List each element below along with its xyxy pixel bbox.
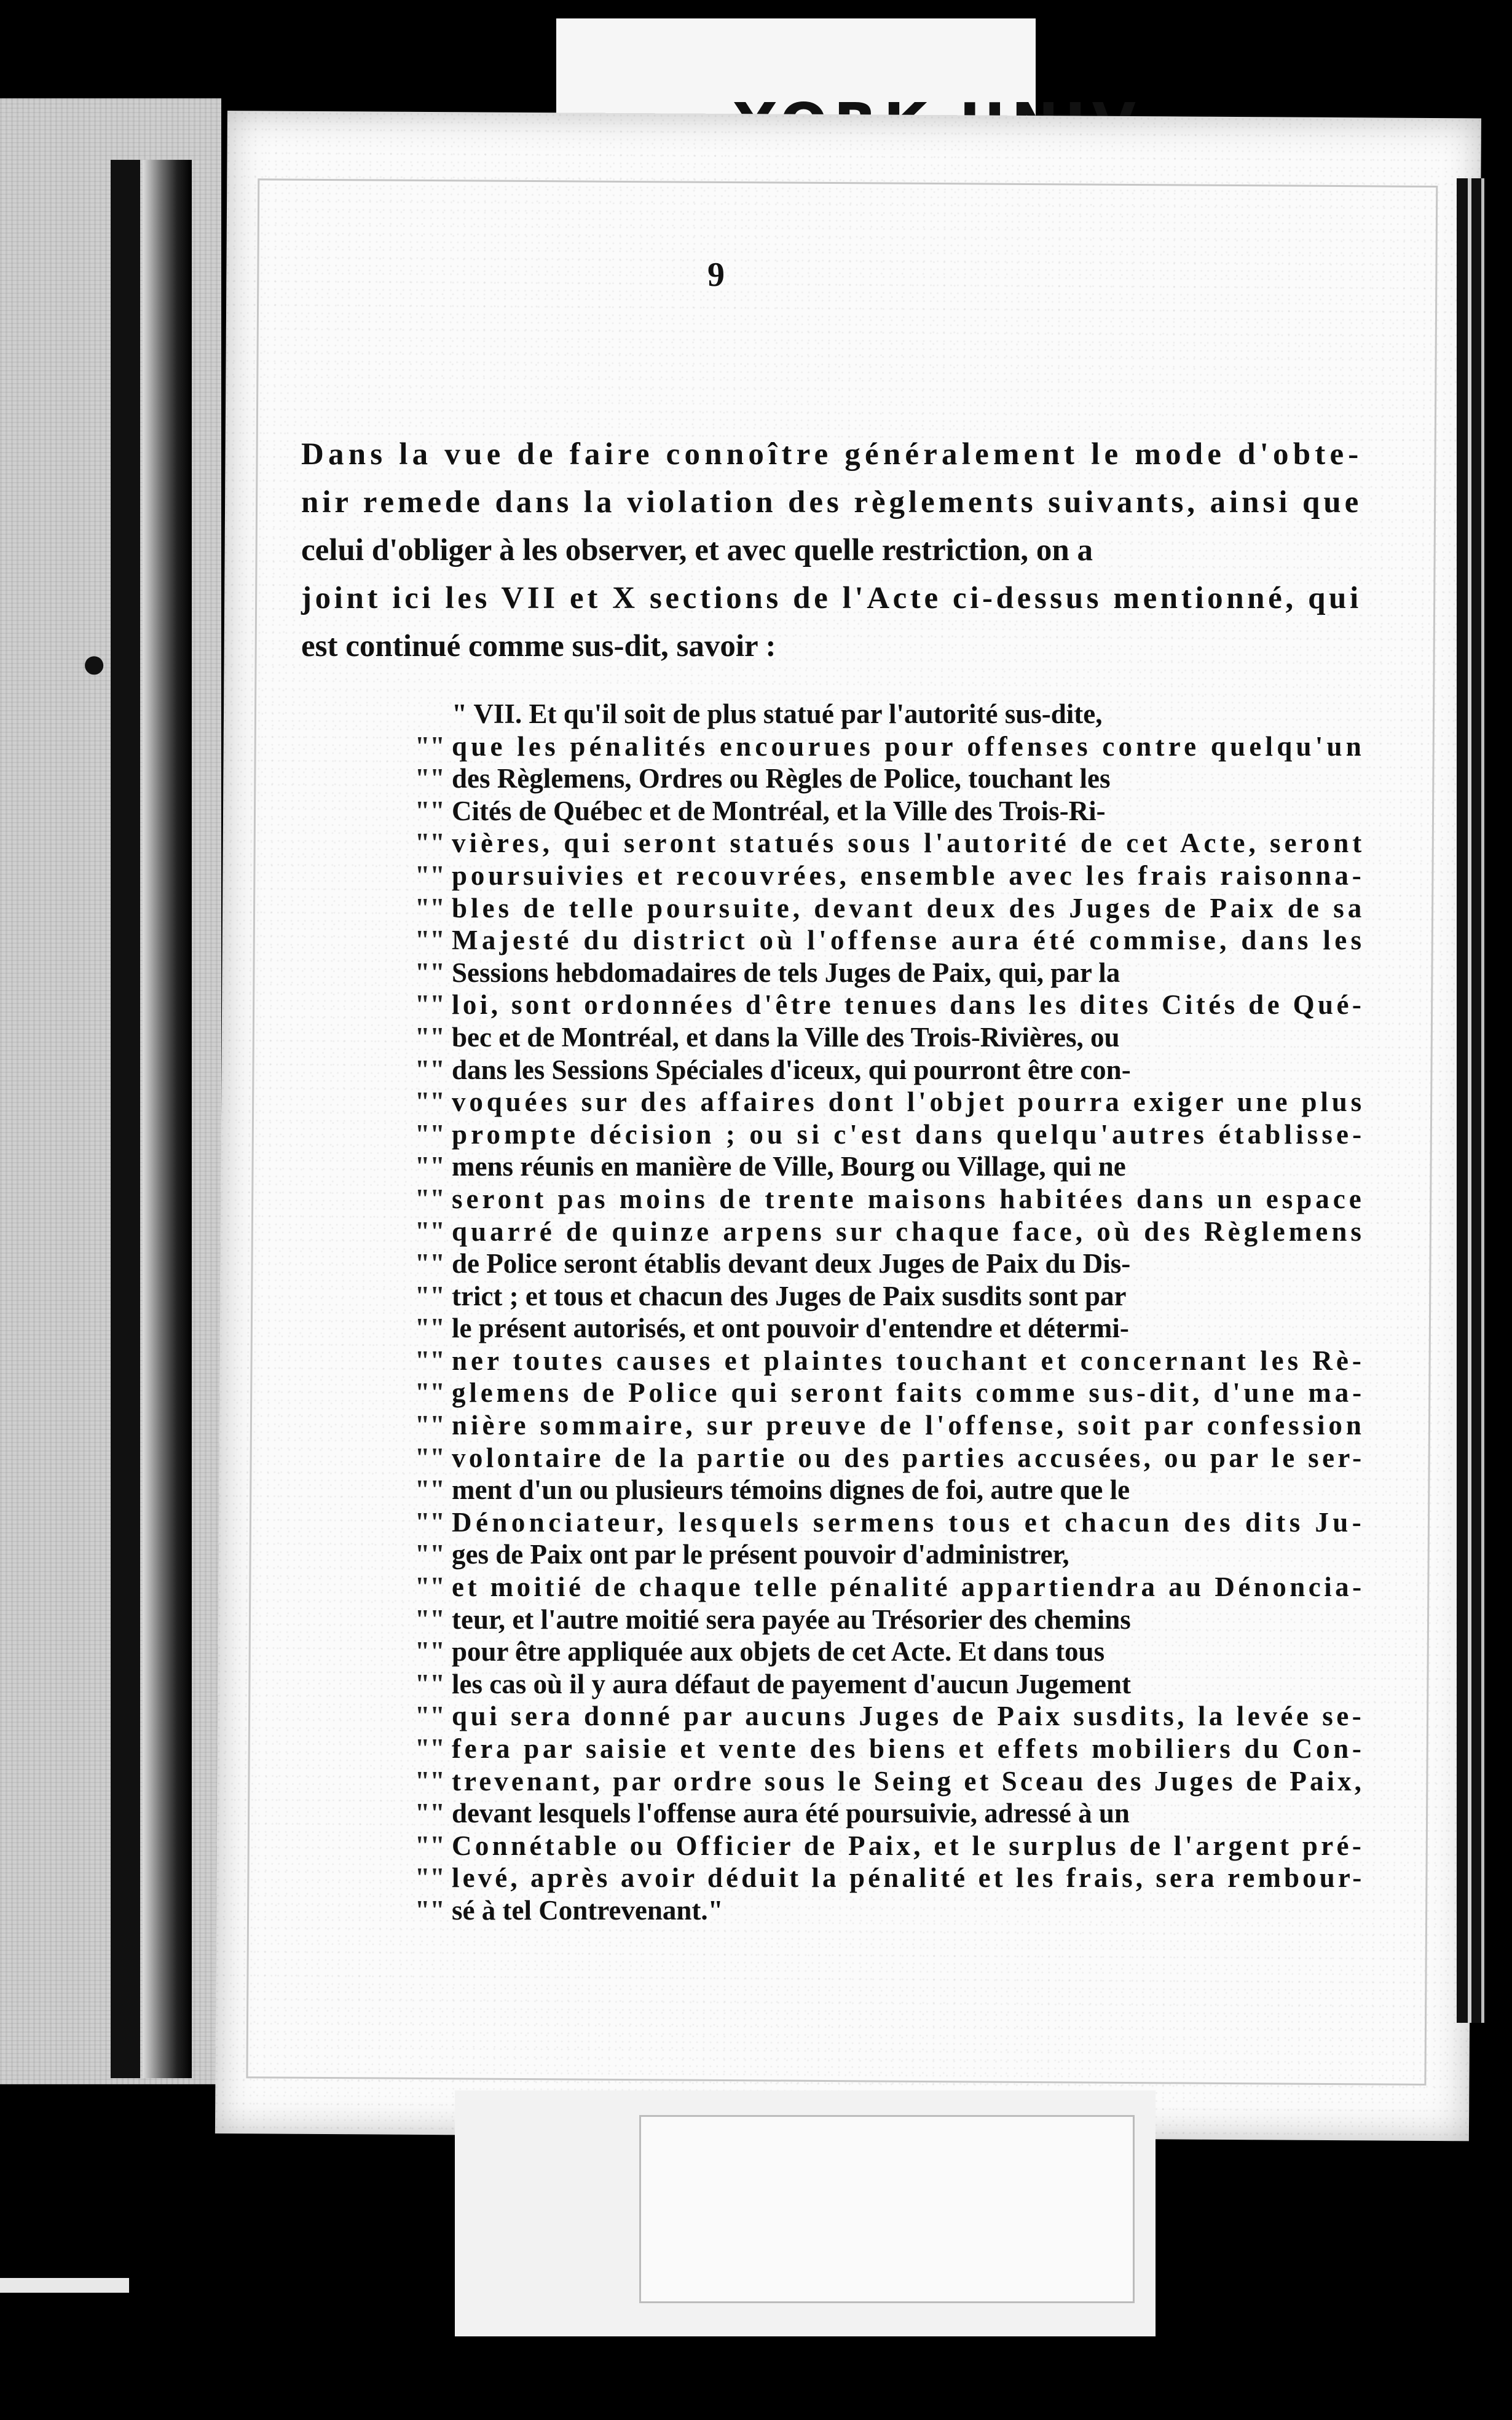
section-line — [415, 1409, 1365, 1442]
section-line — [415, 1733, 1365, 1765]
intro-line-text: celui d'obliger à les observer, et avec quelle restriction, on a — [301, 533, 1093, 567]
section-line-text: " VII. Et qu'il soit de plus statué par l'autorité sus-dite, — [452, 698, 1103, 729]
section-line — [415, 957, 1361, 989]
section-line — [415, 1021, 1361, 1054]
section-line — [415, 1506, 1366, 1539]
section-line — [415, 1635, 1361, 1668]
section-line — [415, 1312, 1361, 1345]
section-line — [415, 1830, 1365, 1862]
section-line — [415, 1538, 1361, 1571]
margin-quote-mark: "" — [415, 1183, 445, 1214]
section-line — [415, 1118, 1366, 1151]
section-line-text: quarré de quinze arpens sur chaque face, où des Règlemens — [452, 1216, 1365, 1247]
section-line — [415, 1280, 1361, 1313]
section-line-text: mens réunis en manière de Ville, Bourg ou Village, qui ne — [452, 1151, 1126, 1182]
section-line-text: ges de Paix ont par le présent pouvoir d'administrer, — [452, 1539, 1069, 1570]
margin-quote-mark: "" — [415, 1021, 445, 1052]
section-line — [415, 1668, 1361, 1701]
margin-quote-mark: "" — [415, 1377, 445, 1408]
margin-quote-mark: "" — [415, 1636, 445, 1667]
section-line — [415, 1700, 1365, 1733]
intro-line-text: Dans la vue de faire connoître généralement le mode d'obte- — [301, 437, 1363, 472]
margin-quote-mark: "" — [415, 1280, 445, 1311]
margin-quote-mark: "" — [415, 989, 445, 1020]
section-line — [415, 1183, 1365, 1216]
section-line-text: volontaire de la partie ou des parties accusées, ou par le ser- — [452, 1442, 1365, 1473]
margin-quote-mark: "" — [415, 1765, 445, 1796]
section-line-text: Majesté du district où l'offense aura été commise, dans les — [452, 925, 1366, 956]
section-line — [415, 1054, 1361, 1086]
margin-quote-mark: "" — [415, 1539, 445, 1570]
section-line — [415, 1571, 1365, 1603]
section-line-text: nière sommaire, sur preuve de l'offense, soit par confession — [452, 1410, 1365, 1441]
section-line-text: trict ; et tous et chacun des Juges de Paix susdits sont par — [452, 1280, 1127, 1311]
section-line-text: Dénonciateur, lesquels sermens tous et chacun des dits Ju- — [452, 1506, 1366, 1538]
section-line — [415, 827, 1366, 860]
section-line-text: et moitié de chaque telle pénalité appartiendra au Dénoncia- — [452, 1572, 1365, 1603]
margin-quote-mark: "" — [415, 1248, 445, 1279]
section-line-text: seront pas moins de trente maisons habitées dans un espace — [452, 1183, 1365, 1214]
margin-quote-mark: "" — [415, 1442, 445, 1473]
margin-quote-mark: "" — [415, 1830, 445, 1860]
margin-quote-mark: "" — [415, 1862, 445, 1893]
section-vii-text — [415, 698, 1366, 1927]
section-line — [415, 1603, 1361, 1636]
section-line — [415, 892, 1366, 925]
section-line — [415, 989, 1365, 1021]
intro-line-text: nir remede dans la violation des règlements suivants, ainsi que — [301, 485, 1363, 520]
margin-quote-mark: "" — [415, 957, 445, 987]
scanner-strip — [0, 2278, 129, 2293]
section-line-text: Sessions hebdomadaires de tels Juges de Paix, qui, par la — [452, 957, 1120, 988]
margin-quote-mark: "" — [415, 1054, 445, 1085]
ink-spot: ● — [81, 640, 108, 687]
margin-quote-mark: "" — [415, 1798, 445, 1829]
margin-quote-mark: "" — [415, 892, 445, 923]
margin-quote-mark: "" — [415, 828, 445, 858]
section-line — [415, 1377, 1366, 1409]
section-line — [415, 1862, 1365, 1894]
margin-quote-mark: "" — [415, 730, 445, 761]
section-line — [415, 762, 1361, 795]
section-line-text: qui sera donné par aucuns Juges de Paix susdits, la levée se- — [452, 1701, 1365, 1732]
section-line-text: dans les Sessions Spéciales d'iceux, qui pourront être con- — [452, 1054, 1131, 1085]
margin-quote-mark: "" — [415, 1118, 445, 1149]
margin-quote-mark: "" — [415, 1216, 445, 1246]
margin-quote-mark: "" — [415, 1151, 445, 1182]
section-line — [415, 924, 1366, 957]
section-line — [415, 730, 1366, 763]
section-line-text: bec et de Montréal, et dans la Ville des Trois-Rivières, ou — [452, 1021, 1120, 1053]
section-line-text: trevenant, par ordre sous le Seing et Sceau des Juges de Paix, — [452, 1765, 1364, 1797]
margin-quote-mark: "" — [415, 1474, 445, 1505]
section-line — [415, 1345, 1365, 1377]
section-line-text: ner toutes causes et plaintes touchant et concernant les Rè- — [452, 1345, 1365, 1376]
margin-quote-mark: "" — [415, 925, 445, 955]
intro-line-text: joint ici les VII et X sections de l'Acte ci-dessus mentionné, qui — [301, 581, 1362, 615]
section-line-text: devant lesquels l'offense aura été poursuivie, adressé à un — [452, 1798, 1130, 1829]
section-line-text: vières, qui seront statués sous l'autorité de cet Acte, seront — [452, 828, 1366, 859]
margin-quote-mark: "" — [415, 1603, 445, 1634]
section-line-text: loi, sont ordonnées d'être tenues dans les dites Cités de Qué- — [452, 989, 1365, 1021]
section-line — [452, 698, 1361, 730]
section-line-text: sé à tel Contrevenant." — [452, 1894, 723, 1926]
margin-quote-mark: "" — [415, 1668, 445, 1699]
margin-quote-mark: "" — [415, 1733, 445, 1763]
margin-quote-mark: "" — [415, 1345, 445, 1375]
section-line — [415, 1894, 1361, 1927]
margin-quote-mark: "" — [415, 763, 445, 794]
margin-quote-mark: "" — [415, 795, 445, 826]
margin-quote-mark: "" — [415, 1313, 445, 1343]
margin-quote-mark: "" — [415, 1506, 445, 1537]
margin-quote-mark: "" — [415, 1086, 445, 1117]
section-line-text: les cas où il y aura défaut de payement d'aucun Jugement — [452, 1668, 1132, 1699]
section-line-text: de Police seront établis devant deux Juges de Paix du Dis- — [452, 1248, 1131, 1279]
section-line-text: fera par saisie et vente des biens et effets mobiliers du Con- — [452, 1733, 1365, 1764]
section-line-text: Cités de Québec et de Montréal, et la Ville des Trois-Ri- — [452, 795, 1106, 826]
margin-quote-mark: "" — [415, 860, 445, 890]
intro-line — [301, 526, 1358, 574]
section-line-text: Connétable ou Officier de Paix, et le surplus de l'argent pré- — [452, 1830, 1365, 1861]
section-line — [415, 1442, 1365, 1474]
section-line-text: voquées sur des affaires dont l'objet pourra exiger une plus — [452, 1086, 1366, 1118]
section-line-text: teur, et l'autre moitié sera payée au Trésorier des chemins — [452, 1603, 1131, 1635]
intro-line-text: est continué comme sus-dit, savoir : — [301, 629, 776, 663]
page-number: 9 — [707, 256, 725, 294]
intro-paragraph — [301, 430, 1363, 670]
margin-quote-mark: "" — [415, 1410, 445, 1441]
section-line-text: bles de telle poursuite, devant deux des Juges de Paix de sa — [452, 892, 1366, 923]
section-line — [415, 1248, 1361, 1280]
margin-quote-mark: "" — [415, 1572, 445, 1602]
section-line — [415, 795, 1361, 828]
section-line-text: poursuivies et recouvrées, ensemble avec les frais raisonna- — [452, 860, 1365, 891]
section-line — [415, 1086, 1366, 1118]
section-line — [415, 860, 1365, 892]
section-line — [415, 1765, 1364, 1798]
section-line-text: ment d'un ou plusieurs témoins dignes de foi, autre que le — [452, 1474, 1130, 1506]
page-stack-edge — [1457, 178, 1506, 2023]
section-line-text: le présent autorisés, et ont pouvoir d'entendre et détermi- — [452, 1313, 1129, 1344]
section-line — [415, 1216, 1365, 1248]
slip-label-area — [639, 2115, 1135, 2303]
section-line-text: des Règlemens, Ordres ou Règles de Police, touchant les — [452, 763, 1111, 794]
margin-quote-mark: "" — [415, 1894, 445, 1925]
section-line-text: glemens de Police qui seront faits comme sus-dit, d'une ma- — [452, 1377, 1366, 1409]
section-line-text: levé, après avoir déduit la pénalité et les frais, sera rembour- — [452, 1862, 1365, 1894]
section-line-text: pour être appliquée aux objets de cet Acte. Et dans tous — [452, 1636, 1105, 1667]
intro-line — [74, 430, 1363, 478]
section-line — [415, 1797, 1361, 1830]
intro-line — [301, 478, 1363, 526]
section-line — [415, 1150, 1361, 1183]
section-line-text: que les pénalités encourues pour offenses contre quelqu'un — [452, 730, 1366, 762]
library-slip-bottom — [455, 2090, 1156, 2336]
intro-line — [301, 622, 1358, 670]
section-line — [415, 1474, 1361, 1506]
section-line-text: prompte décision ; ou si c'est dans quelqu'autres établisse- — [452, 1118, 1366, 1150]
intro-line — [301, 574, 1362, 622]
margin-quote-mark: "" — [415, 1701, 445, 1731]
